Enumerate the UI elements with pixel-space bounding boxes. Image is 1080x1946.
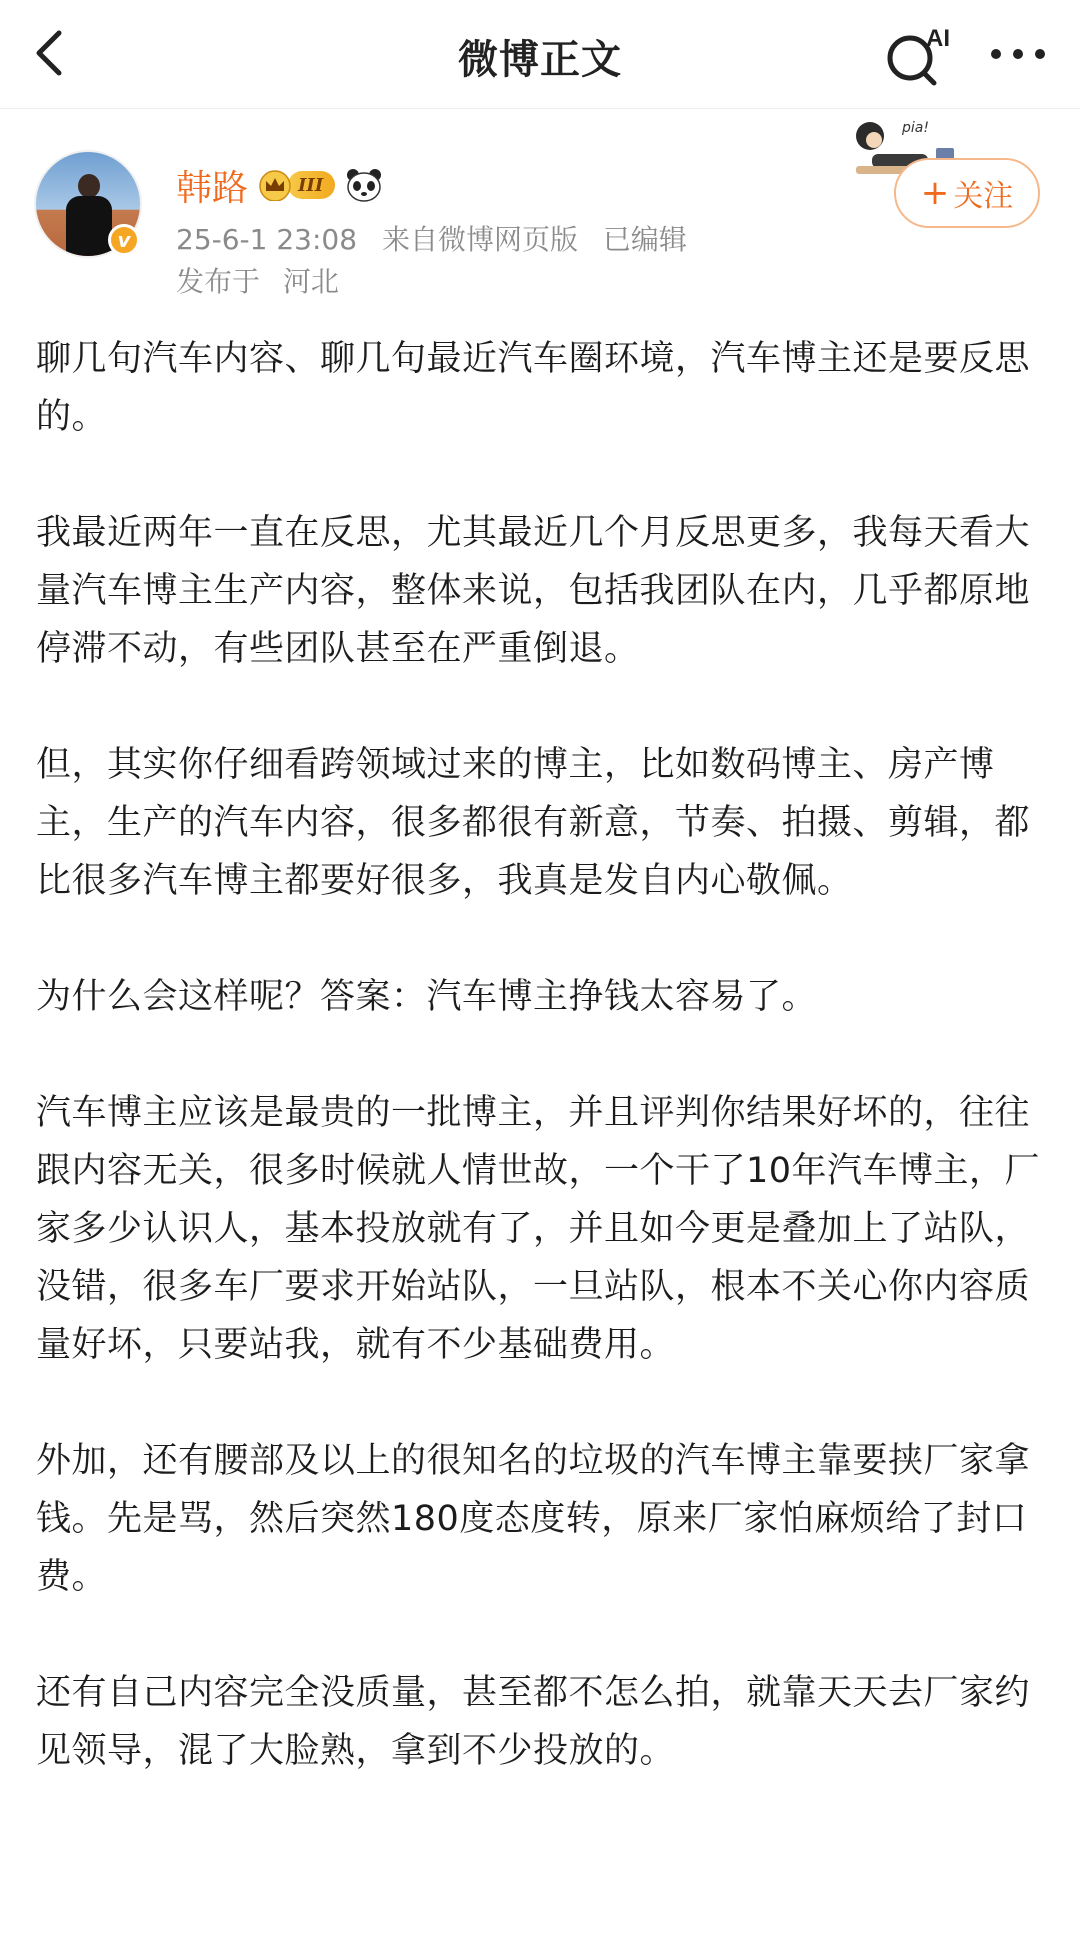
- follow-label: 关注: [953, 179, 1014, 214]
- avatar-person-head: [78, 174, 100, 198]
- ai-search-icon: [880, 22, 960, 88]
- author-avatar[interactable]: [34, 150, 142, 258]
- post-body: [36, 330, 1046, 1838]
- page-title: 微博正文: [458, 37, 622, 83]
- post-paragraph: 但，其实你仔细看跨领域过来的博主，比如数码博主、房产博主，生产的汽车内容，很多都很有新意，节奏、拍摄、剪辑，都比很多汽车博主都要好很多，我真是发自内心敬佩。: [36, 745, 1031, 901]
- post-datetime: 25-6-1 23:08: [176, 223, 358, 256]
- post-paragraph: 聊几句汽车内容、聊几句最近汽车圈环境，汽车博主还是要反思的。: [36, 339, 1031, 437]
- location-prefix: 发布于: [176, 265, 261, 298]
- back-button[interactable]: [18, 22, 80, 84]
- location-place: 河北: [282, 265, 339, 298]
- author-name[interactable]: 韩路: [176, 167, 249, 209]
- crown-icon: [258, 169, 292, 201]
- more-icon: [988, 47, 1048, 61]
- post-paragraph: 还有自己内容完全没质量，甚至都不怎么拍，就靠天天去厂家约见领导，混了大脸熟，拿到不少投放的。: [36, 1673, 1031, 1771]
- post-paragraph: 为什么会这样呢？答案：汽车博主挣钱太容易了。: [36, 977, 818, 1017]
- post-paragraph: 汽车博主应该是最贵的一批博主，并且评判你结果好坏的，往往跟内容无关，很多时候就人情世故，一个干了10年汽车博主，厂家多少认识人，基本投放就有了，并且如今更是叠加上了站队，没错，很多车厂要求开始站队，一旦站队，根本不关心你内容质量好坏，只要站我，就有不少基础费用。: [36, 1093, 1041, 1365]
- top-navbar: [0, 0, 1080, 109]
- post-paragraph: 我最近两年一直在反思，尤其最近几个月反思更多，我每天看大量汽车博主生产内容，整体来说，包括我团队在内，几乎都原地停滞不动，有些团队甚至在严重倒退。: [36, 513, 1031, 669]
- post-location: [176, 260, 353, 300]
- more-button[interactable]: [978, 24, 1058, 84]
- post-source: 来自微博网页版: [381, 223, 578, 256]
- post-header: [0, 108, 1080, 308]
- post-paragraph: 外加，还有腰部及以上的很知名的垃圾的汽车博主靠要挟厂家拿钱。先是骂，然后突然180度态度转，原来厂家怕麻烦给了封口费。: [36, 1441, 1031, 1597]
- avatar-person-body: [66, 196, 112, 258]
- author-line: [176, 160, 383, 210]
- sticker-text: pia!: [902, 120, 929, 136]
- panda-icon: [345, 167, 383, 203]
- level-text: III: [288, 171, 335, 199]
- post-meta: [176, 218, 703, 258]
- ai-label: AI: [926, 25, 950, 52]
- verified-icon: v: [108, 224, 140, 256]
- post-edited[interactable]: 已编辑: [602, 223, 687, 256]
- plus-icon: +: [920, 173, 950, 213]
- level-badge[interactable]: [258, 169, 335, 201]
- back-arrow-icon: [29, 27, 69, 79]
- follow-button[interactable]: [894, 158, 1040, 228]
- ai-search-button[interactable]: [880, 22, 960, 88]
